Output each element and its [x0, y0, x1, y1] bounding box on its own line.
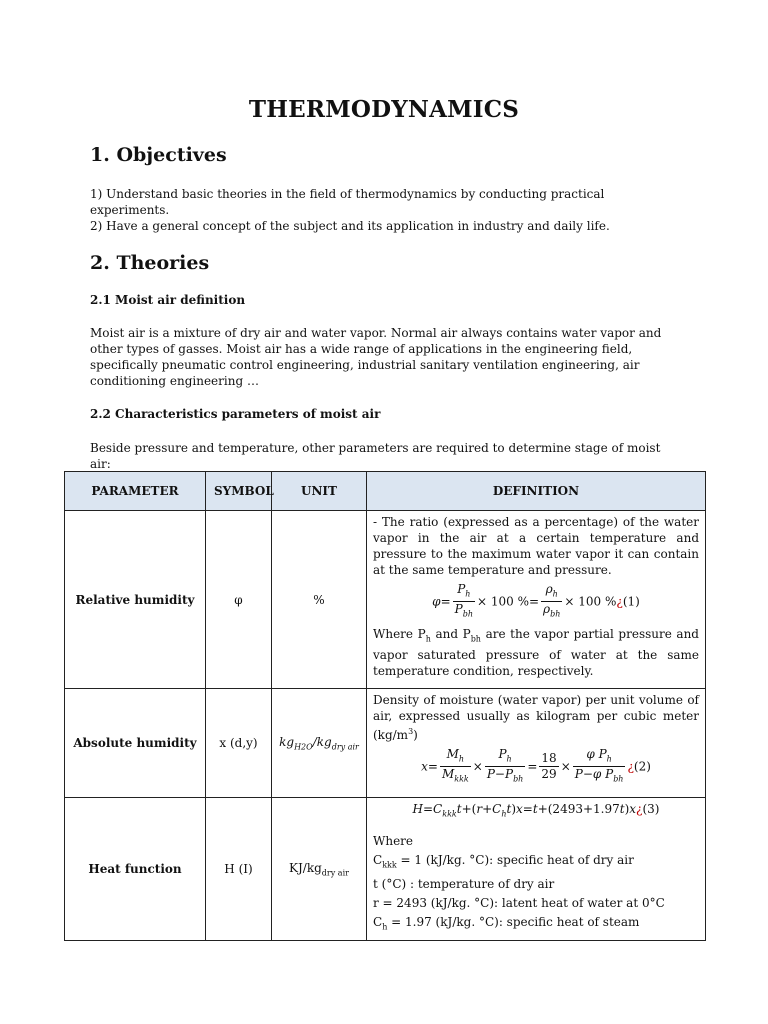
table-row-absolute-humidity [65, 689, 706, 798]
equation-1: φ= $\frac{P_h}{P_{bh}}$ × 100 %= $\frac{\rho_h}{\rho_{bh}}$ × 100 %¿(1) [432, 582, 640, 619]
equation-1-number: (1) [622, 594, 640, 609]
header-unit: UNIT [272, 472, 367, 511]
theories-heading: 2. Theories [90, 252, 210, 274]
moist-air-definition-text: Moist air is a mixture of dry air and water vapor. Normal air always contains water vapor and other types of gasses. Moist air has a wide range of applications in the engineering field, specifically pneumatic control engineering, industrial sanitary ventilation engineering, air conditioning engineering … [90, 326, 662, 388]
param-absolute-humidity: Absolute humidity [65, 689, 206, 798]
moist-air-parameters-table [64, 471, 706, 941]
param-relative-humidity: Relative humidity [65, 511, 206, 689]
symbol-heat-function: H (I) [206, 798, 272, 941]
heat-function-where-list [373, 832, 699, 936]
objective-2: 2) Have a general concept of the subject and its application in industry and daily life. [90, 219, 610, 233]
unit-absolute-humidity: $kg_{H2O}/kg_{dry air}$ [272, 689, 367, 798]
definition-relative-humidity [367, 511, 706, 689]
document-title: THERMODYNAMICS [248, 96, 520, 123]
objective-1: 1) Understand basic theories in the field of thermodynamics by conducting practical experiments. [90, 187, 605, 217]
header-parameter: PARAMETER [65, 472, 206, 511]
param-heat-function: Heat function [65, 798, 206, 941]
symbol-relative-humidity: φ [206, 511, 272, 689]
objectives-heading: 1. Objectives [90, 144, 227, 166]
rh-definition-text: - The ratio (expressed as a percentage) of the water vapor in the air at a certain temperature and pressure to the maximum water vapor it can contain at the same temperature and pressure. [373, 515, 699, 577]
header-symbol: SYMBOL [206, 472, 272, 511]
equation-2-number: (2) [633, 759, 651, 774]
where-line-temperature: t (°C) : temperature of dry air [373, 876, 555, 891]
symbol-absolute-humidity: x (d,y) [206, 689, 272, 798]
equation-3-number: (3) [642, 802, 660, 816]
characteristics-heading: 2.2 Characteristics parameters of moist air [90, 407, 381, 421]
rh-note: Where $P_h$ and $P_{bh}$ are the vapor partial pressure and vapor saturated pressure of water at the same temperature condition, respectively. [373, 626, 699, 679]
table-row-relative-humidity [65, 511, 706, 689]
where-line-latent-heat: r = 2493 (kJ/kg. °C): latent heat of water at 0°C [373, 895, 665, 910]
unit-relative-humidity: % [272, 511, 367, 689]
moist-air-definition-heading: 2.1 Moist air definition [90, 293, 246, 307]
definition-heat-function [367, 798, 706, 941]
equation-2: x= $\frac{M_h}{M_{kkk}}$ × $\frac{P_h}{P-P_{bh}}$ = $\frac{18}{29}$ × $\frac{\varphi P_h}{P-\varphi P_{bh}}$ ¿(2) [421, 747, 651, 784]
where-line-dry-air-heat: $C_{kkk} = 1$ (kJ/kg. °C): specific heat of dry air [373, 853, 634, 870]
table-header-row [65, 472, 706, 511]
where-label: Where [373, 834, 414, 849]
table-row-heat-function [65, 798, 706, 941]
equation-3: $H=C_{kkk}t+(r+C_ht)x=t+(2493+1.97t)x¿(3)$ [412, 802, 660, 819]
header-definition: DEFINITION [367, 472, 706, 511]
characteristics-intro: Beside pressure and temperature, other parameters are required to determine stage of moist air: [90, 441, 661, 471]
ah-definition-text: Density of moisture (water vapor) per unit volume of air, expressed usually as kilogram per cubic meter $(kg/m^3)$ [373, 693, 699, 742]
definition-absolute-humidity [367, 689, 706, 798]
unit-heat-function: $KJ/kg_{dry air}$ [272, 798, 367, 941]
where-line-steam-heat: $C_h = 1.97$ (kJ/kg. °C): specific heat of steam [373, 914, 640, 932]
